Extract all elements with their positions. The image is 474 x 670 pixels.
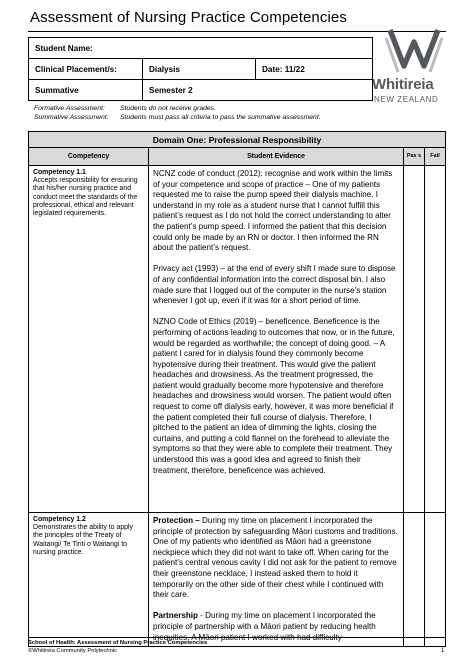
pass-checkbox-cell[interactable] — [404, 166, 425, 513]
evidence-paragraph — [153, 611, 399, 643]
evidence-paragraph: Privacy act (1993) – at the end of every shift I made sure to dispose of any confidential information into the correct disposal bin. I also made sure that I logged out of the computer in the nurse’s station whenever I got up, even if it was for a short period of time. — [153, 264, 396, 306]
competency-table — [28, 131, 446, 647]
fail-checkbox-cell[interactable] — [425, 513, 446, 647]
table-row — [29, 166, 446, 513]
footer-divider — [28, 637, 446, 638]
evidence-column-header: Student Evidence — [149, 148, 404, 166]
page-number: 1 — [441, 648, 445, 654]
fail-column-header: Fail — [425, 148, 446, 166]
summative-note-text: Students must pass all criteria to pass the summative assessment. — [120, 114, 321, 121]
evidence-text: During my time on placement I incorporated the principle of protection by safeguarding Māori customs and traditions. One of my patients who identified as Māori had a greenstone neckpiece which they did not want to take off. When caring for the patient’s central venous cavity I did not ask for the patient to remove their greenstone necklace, I instead asked them to hold it temporarily on the other side of their chest while I continued with their care. — [153, 516, 398, 600]
table-row — [29, 513, 446, 647]
logo-subtitle: NEW ZEALAND — [374, 95, 439, 104]
competency-heading: Competency 1.1 — [33, 169, 86, 176]
summative-label: Summative — [29, 80, 143, 101]
placement-label: Clinical Placement/s: — [29, 59, 143, 80]
fail-checkbox-cell[interactable] — [425, 166, 446, 513]
assessment-notes — [34, 104, 321, 122]
evidence-paragraph — [153, 516, 399, 601]
evidence-paragraph: NCNZ code of conduct (2012): recognise and work within the limits of your competence and scope of practice – One of my patients requested me to raise the pump speed their dialysis machine. I understand in my role as a student nurse that I cannot fulfill this patient’s request as I do not hold the correct understanding to alter the patient’s pump speed. I informed the patient that this decision could only be made by an RN or doctor. I then informed the RN about the patient’s request. — [153, 169, 393, 253]
pass-column-header: Pas s — [404, 148, 425, 166]
competency-heading: Competency 1.2 — [33, 516, 86, 523]
domain-title: Domain One: Professional Responsibility — [29, 132, 446, 148]
logo-wordmark: Whitireia — [372, 76, 434, 93]
competency-description: Accepts responsibility for ensuring that his/her nursing practice and conduct meet the standards of the professional, ethical and relevant legislated requirements. — [33, 177, 138, 218]
placement-value: Dialysis — [143, 59, 256, 80]
date-label: Date: 11/22 — [256, 59, 373, 80]
student-info-table — [28, 37, 373, 101]
semester-label: Semester 2 — [143, 80, 373, 101]
evidence-cell — [149, 513, 404, 647]
pass-checkbox-cell[interactable] — [404, 513, 425, 647]
formative-note — [34, 104, 321, 113]
competency-description: Demonstrates the ability to apply the principles of the Treaty of Waitangi/ Te Tiriti o Waitangi to nursing practice. — [33, 524, 133, 556]
student-name-label: Student Name: — [29, 38, 373, 59]
evidence-paragraph: NZNO Code of Ethics (2019) – beneficence. Beneficence is the performing of actions leading to outcomes that now, or in the future, would be regarded as worthwhile; the concept of doing good. – A patient I cared for in dialysis found they commonly become hypotensive during their treatment. This would give the patient headaches and drowsiness. As the treatment progressed, the patient would gradually become more hypotensive and therefore headaches and drowsiness would worsen. The patient would often request to come off dialysis early, however, it was more beneficial if the patient completed their full course of dialysis. Therefore, I pitched to the patient an idea of dimming the lights, closing the curtains, and putting a cold flannel on the forehead to alleviate the symptoms so that they were able to complete their treatment. They understood this was a good idea and agreed to finish their treatment, therefore, beneficence was achieved. — [153, 317, 395, 475]
formative-note-label: Formative Assessment: — [34, 105, 105, 112]
summative-note-label: Summative Assessment: — [34, 114, 109, 121]
evidence-term: Partnership — [153, 611, 198, 621]
evidence-cell — [149, 166, 404, 513]
footer-copyright-line: ©Whitireia Community Polytechnic — [28, 647, 117, 654]
whitireia-logo-mark-icon — [384, 24, 446, 76]
evidence-term: Protection – — [153, 516, 200, 525]
page-footer — [28, 640, 207, 655]
competency-column-header: Competency — [29, 148, 149, 166]
footer-school-line: School of Health: Assessment of Nursing Practice Competencies — [28, 640, 208, 646]
competency-cell — [29, 166, 149, 513]
formative-note-text: Students do not receive grades. — [120, 105, 216, 112]
evidence-text: - During my time on placement I incorporated the principle of partnership with a Māori patient by reducing health inequities. A Māori patient I worked with had difficulty — [153, 611, 376, 642]
summative-note — [34, 113, 321, 122]
competency-cell — [29, 513, 149, 647]
whitireia-logo — [372, 24, 452, 114]
document-title: Assessment of Nursing Practice Competencies — [30, 9, 347, 26]
